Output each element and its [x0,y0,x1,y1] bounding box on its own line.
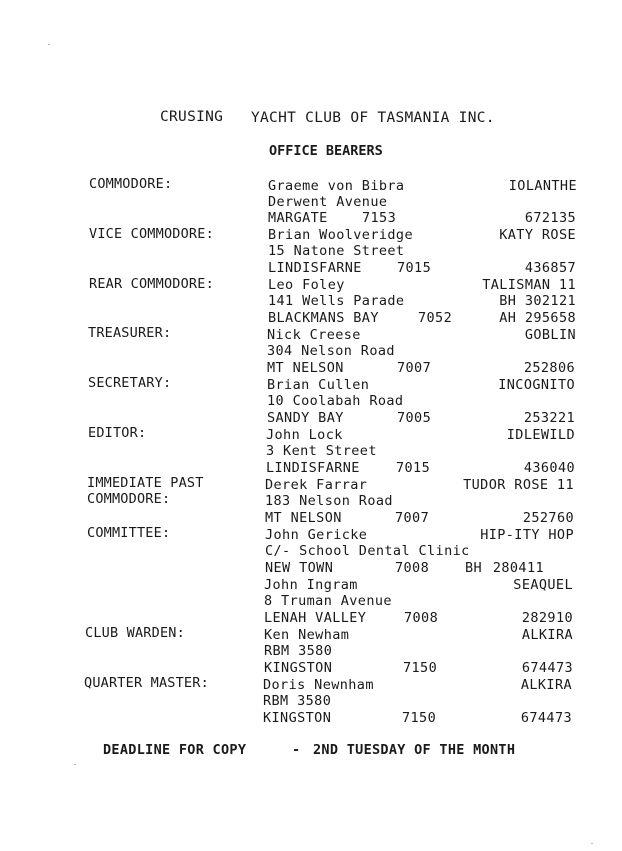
yacht-name: SEAQUEL [513,577,573,593]
suburb: LINDISFARNE [266,460,360,476]
deadline-label: DEADLINE FOR COPY [103,742,247,758]
postcode: 7150 [403,660,438,676]
postcode: 7015 [396,460,431,476]
role-label: QUARTER MASTER: [84,675,209,691]
officer-name: Graeme von Bibra [268,178,405,194]
business-phone: BH 302121 [499,293,576,309]
street-address: RBM 3580 [263,693,332,709]
phone-number: 280411 [492,560,544,576]
role-label: SECRETARY: [88,375,172,391]
phone-number: 253221 [523,410,575,426]
street-address: Derwent Avenue [268,194,388,210]
postcode: 7150 [402,710,437,726]
yacht-name: TALISMAN 11 [482,277,576,293]
officer-name: John Lock [266,427,343,443]
street-address: 8 Truman Avenue [264,593,392,609]
role-label: IMMEDIATE PAST [87,475,204,491]
postcode: 7005 [397,410,432,426]
street-address: 10 Coolabah Road [267,393,404,409]
role-label: REAR COMMODORE: [89,276,214,292]
scan-speck [48,44,50,45]
yacht-name: ALKIRA [520,677,572,693]
yacht-name: HIP-ITY HOP [480,527,574,543]
yacht-name: IDLEWILD [506,427,575,443]
phone-prefix: BH [465,560,483,576]
officer-name: Doris Newnham [263,677,374,693]
suburb: SANDY BAY [267,410,344,426]
officer-name: Derek Farrar [265,477,368,493]
scan-speck [74,764,76,765]
suburb: LENAH VALLEY [264,610,367,626]
phone-number: 436040 [523,460,575,476]
suburb: MT NELSON [265,510,342,526]
phone-number: 252760 [522,510,574,526]
club-name-part-1: CRUSING [160,109,224,125]
street-address: 15 Natone Street [268,243,405,259]
postcode: 7015 [397,260,432,276]
officer-name: John Gericke [265,527,368,543]
postcode: 7008 [395,560,430,576]
postcode: 7007 [397,360,432,376]
officer-name: Brian Cullen [267,377,370,393]
role-label: COMMITTEE: [87,525,171,541]
officer-name: Ken Newham [264,627,350,643]
suburb: KINGSTON [263,710,332,726]
officer-name: John Ingram [264,577,358,593]
postcode: 7007 [395,510,430,526]
officer-name: Brian Woolveridge [268,227,413,243]
street-address: 3 Kent Street [266,443,377,459]
phone-number: AH 295658 [499,310,576,326]
street-address: 183 Nelson Road [265,493,393,509]
office-bearers-heading: OFFICE BEARERS [269,143,383,159]
suburb: MARGATE [268,210,328,226]
street-address: RBM 3580 [264,643,333,659]
yacht-name: TUDOR ROSE 11 [463,477,574,493]
postcode: 7153 [362,210,397,226]
role-label-line-2: COMMODORE: [87,491,171,507]
suburb: MT NELSON [267,360,344,376]
role-label: CLUB WARDEN: [85,625,185,641]
suburb: LINDISFARNE [268,260,362,276]
phone-number: 674473 [521,660,573,676]
street-address: 304 Nelson Road [267,343,395,359]
phone-number: 436857 [524,260,576,276]
deadline-date: 2ND TUESDAY OF THE MONTH [313,742,516,758]
yacht-name: IOLANTHE [508,178,577,194]
officer-name: Nick Creese [267,327,361,343]
scan-speck [591,843,593,844]
yacht-name: INCOGNITO [498,377,575,393]
role-label: COMMODORE: [89,176,173,192]
deadline-dash: - [292,742,301,758]
street-address: C/- School Dental Clinic [265,543,470,559]
yacht-name: ALKIRA [521,627,573,643]
phone-number: 252806 [523,360,575,376]
phone-number: 674473 [520,710,572,726]
postcode: 7008 [404,610,439,626]
postcode: 7052 [418,310,453,326]
phone-number: 672135 [524,210,576,226]
role-label: VICE COMMODORE: [89,226,214,242]
role-label: EDITOR: [88,425,147,441]
officer-name: Leo Foley [268,277,345,293]
yacht-name: KATY ROSE [499,227,576,243]
suburb: NEW TOWN [265,560,334,576]
phone-number: 282910 [521,610,573,626]
suburb: BLACKMANS BAY [268,310,379,326]
street-address: 141 Wells Parade [268,293,405,309]
suburb: KINGSTON [264,660,333,676]
role-label: TREASURER: [88,325,172,341]
club-name-part-2: YACHT CLUB OF TASMANIA INC. [251,110,495,126]
yacht-name: GOBLIN [524,327,576,343]
